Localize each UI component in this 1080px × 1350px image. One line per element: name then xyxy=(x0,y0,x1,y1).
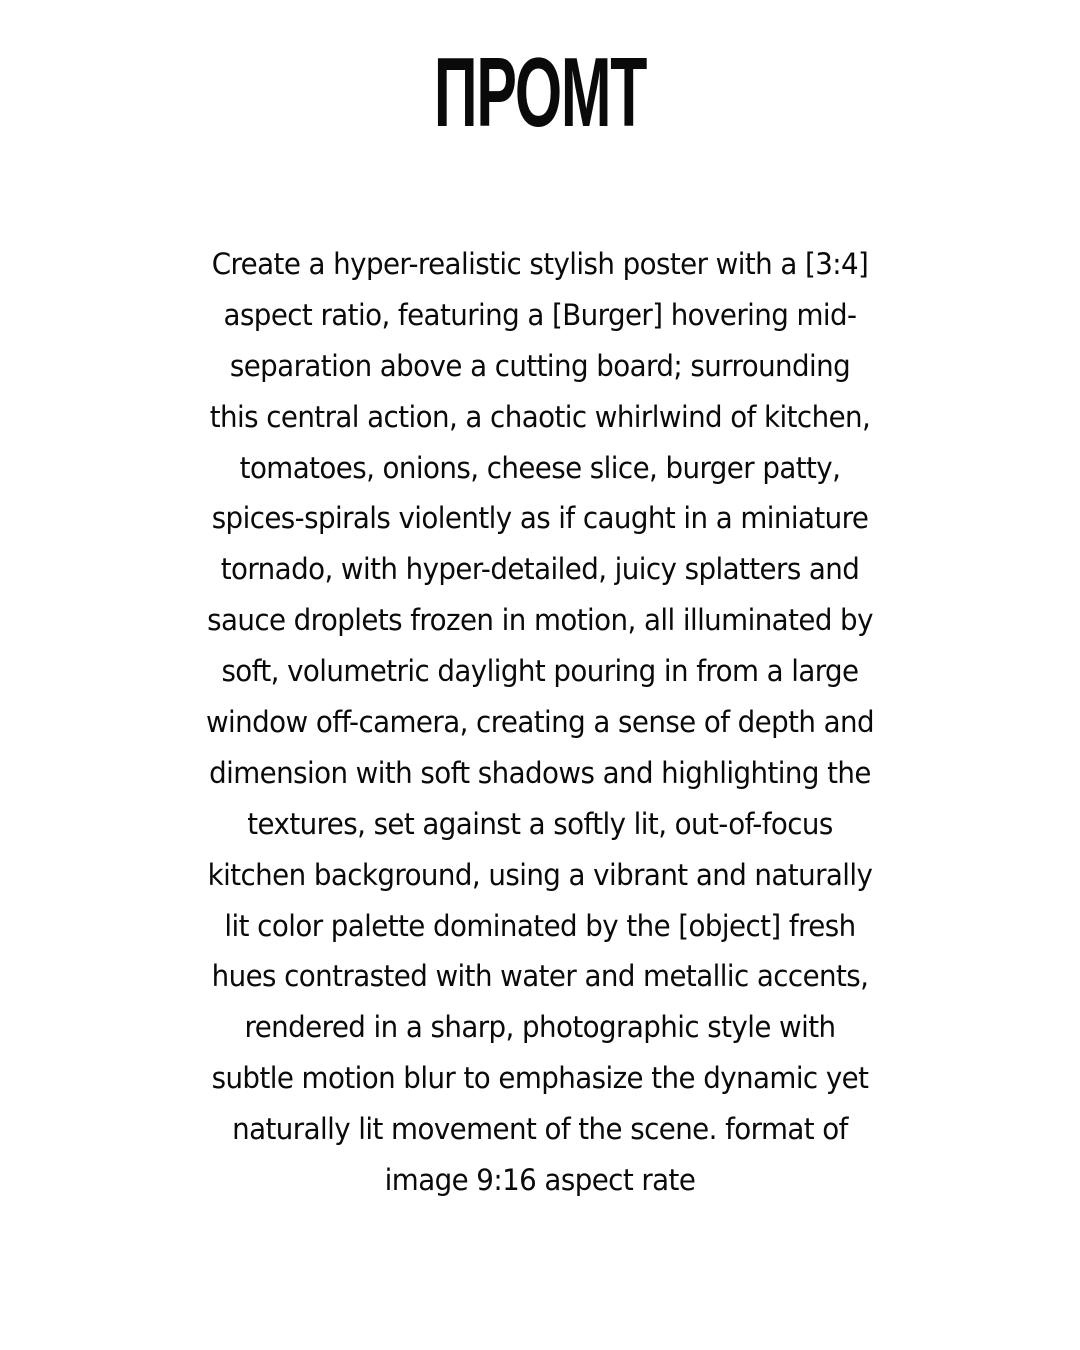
prompt-line: subtle motion blur to emphasize the dynamic yet xyxy=(211,1061,869,1096)
prompt-line: soft, volumetric daylight pouring in from a large xyxy=(221,654,859,689)
prompt-line: this central action, a chaotic whirlwind of kitchen, xyxy=(209,399,871,434)
prompt-line: dimension with soft shadows and highlighting the xyxy=(209,755,871,790)
prompt-line: separation above a cutting board; surrounding xyxy=(229,348,851,383)
prompt-line: rendered in a sharp, photographic style with xyxy=(244,1010,836,1045)
prompt-line: Create a hyper-realistic stylish poster with a [3:4] xyxy=(211,247,869,281)
page-title: ПРОМТ xyxy=(433,37,647,147)
prompt-line: window off-camera, creating a sense of depth and xyxy=(205,705,875,740)
prompt-line: kitchen background, using a vibrant and naturally xyxy=(207,857,873,892)
prompt-line: tornado, with hyper-detailed, juicy splatters and xyxy=(220,552,860,587)
prompt-line: lit color palette dominated by the [object] fresh xyxy=(224,908,856,943)
prompt-line: naturally lit movement of the scene. format of xyxy=(232,1112,848,1147)
prompt-line: sauce droplets frozen in motion, all illuminated by xyxy=(207,603,873,638)
prompt-text xyxy=(0,239,1080,1206)
prompt-line: textures, set against a softly lit, out-of-focus xyxy=(247,806,833,841)
prompt-line: hues contrasted with water and metallic accents, xyxy=(211,959,869,994)
prompt-line: spices-spirals violently as if caught in a miniature xyxy=(211,501,869,536)
prompt-line: aspect ratio, featuring a [Burger] hovering mid- xyxy=(223,297,857,332)
prompt-line: tomatoes, onions, cheese slice, burger patty, xyxy=(239,450,841,485)
prompt-line: image 9:16 aspect rate xyxy=(384,1163,696,1198)
